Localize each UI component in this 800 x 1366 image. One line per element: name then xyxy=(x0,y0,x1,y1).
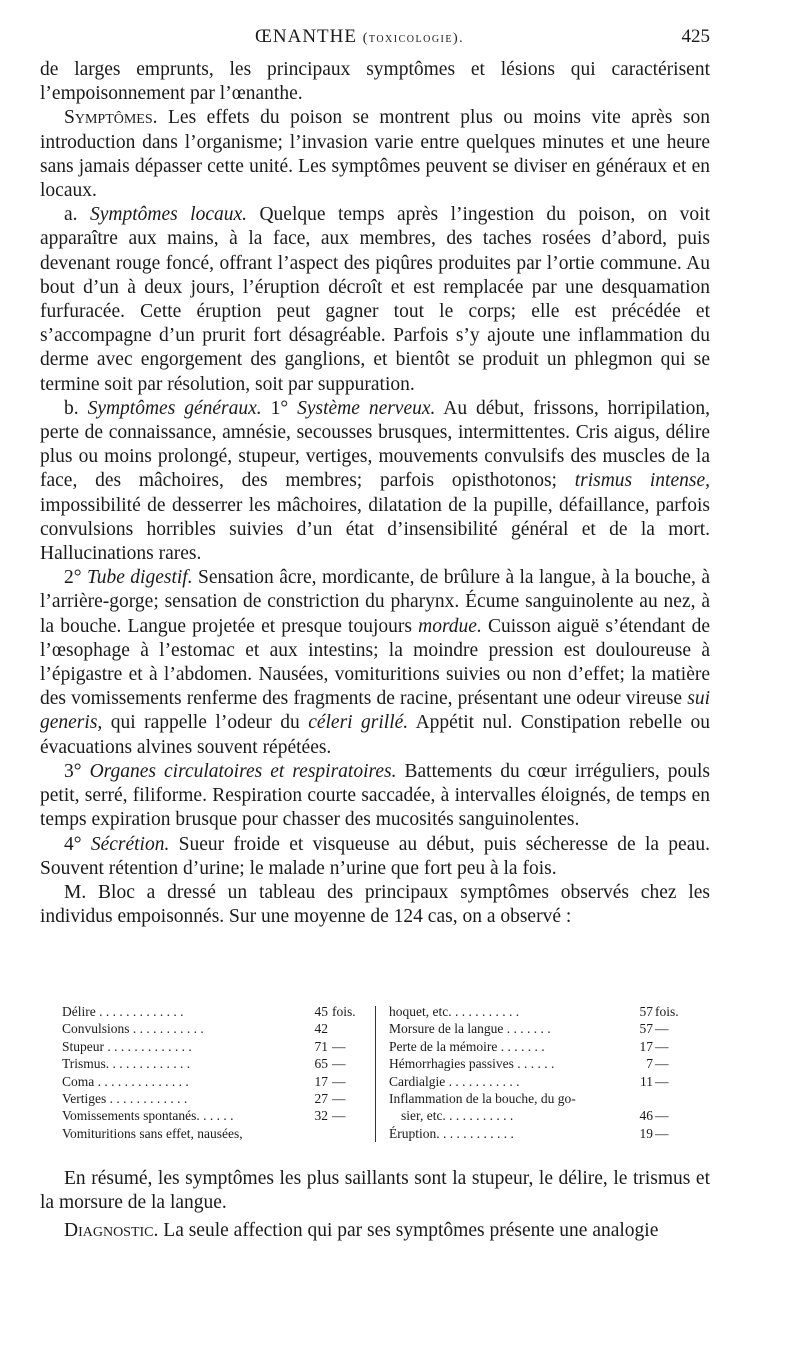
item-number-1: 1° xyxy=(261,397,298,419)
row-unit: — xyxy=(655,1056,669,1072)
paragraph-organes-circulatoires xyxy=(40,760,710,833)
emphasis-trismus: trismus intense, xyxy=(574,470,710,492)
table-row xyxy=(389,1073,674,1090)
table-row xyxy=(62,1038,362,1055)
paragraph-digestif-text-4: Appétit nul. Constipation rebelle ou évacuations alvines souvent répétées. xyxy=(40,712,710,758)
table-row xyxy=(62,1125,362,1142)
row-unit: — xyxy=(332,1038,346,1054)
running-header xyxy=(40,26,710,50)
row-label: Vomissements spontanés. . . . . . xyxy=(62,1108,234,1124)
paragraph-digestif-text-1: Sensation âcre, mordicante, de brûlure à la langue, à la bouche, à l’arrière-gorge; sensation de constriction du pharynx. Écume sanguinolente au nez, à la bouche. Langue projetée et presque toujours xyxy=(40,567,710,637)
row-label: Stupeur . . . . . . . . . . . . . xyxy=(62,1038,192,1054)
row-label: Trismus. . . . . . . . . . . . . xyxy=(62,1056,191,1072)
table-row xyxy=(389,1038,674,1055)
row-label: Éruption. . . . . . . . . . . . xyxy=(389,1125,514,1141)
row-label: Coma . . . . . . . . . . . . . . xyxy=(62,1073,189,1089)
row-count: 27 xyxy=(314,1090,328,1106)
body-text xyxy=(40,58,710,929)
paragraph-nerveux-text-1: Au début, frissons, horripilation, perte de connaissance, amnésie, secousses brusques, intermittentes. Cris aigus, délire plus ou moins prolongé, stupeur, vertiges, mouvements convulsifs des muscles de la face, des mâchoires, des membres; parfois opisthotonos; xyxy=(40,397,710,492)
table-row xyxy=(389,1020,674,1037)
table-row xyxy=(62,1073,362,1090)
row-count: 42 xyxy=(314,1021,328,1037)
row-count: 32 xyxy=(314,1108,328,1124)
paragraph-symptomes-locaux-text: Quelque temps après l’ingestion du poison, on voit apparaître aux mains, à la face, aux membres, des taches rosées d’abord, puis devenant rouge foncé, offrant l’aspect des piqûres produites par l’ortie commune. Au bout d’un à deux jours, l’éruption décroît et est remplacée par une desquamation furfuracée. Cette éruption peut gagner tout le corps; elle est précédée et s’accompagne d’un prurit fort désagréable. Parfois s’y ajoute une inflammation du derme avec engorgement des ganglions, et bientôt se produit un phlegmon qui se termine soit par résolution, soit par suppuration. xyxy=(40,204,710,395)
running-title-sub: (toxicologie). xyxy=(362,31,465,46)
page-number: 425 xyxy=(681,26,710,47)
paragraph-symptomes xyxy=(40,106,710,203)
item-number-4: 4° xyxy=(64,833,91,855)
table-row xyxy=(62,1020,362,1037)
row-label: Vertiges . . . . . . . . . . . . xyxy=(62,1090,188,1106)
row-count: 17 xyxy=(639,1038,653,1054)
emphasis-mordue: mordue. xyxy=(418,615,482,637)
row-unit: fois. xyxy=(655,1004,679,1019)
symptom-table-right-column xyxy=(389,1003,679,1142)
row-count: 57 xyxy=(639,1004,653,1019)
heading-tube-digestif: Tube digestif. xyxy=(86,567,193,589)
row-count: 46 xyxy=(639,1108,653,1124)
heading-organes-circulatoires: Organes circulatoires et respiratoires. xyxy=(89,760,397,782)
symptom-table-left-column xyxy=(62,1003,362,1142)
row-label: Perte de la mémoire . . . . . . . xyxy=(389,1038,545,1054)
row-unit: — xyxy=(332,1073,346,1089)
running-title xyxy=(255,26,464,48)
table-row xyxy=(389,1107,674,1124)
heading-systeme-nerveux: Système nerveux. xyxy=(297,397,436,419)
item-marker-a: a. xyxy=(64,204,90,226)
paragraph-nerveux-text-2: impossibilité de desserrer les mâchoires, dilatation de la pupille, défaillance, parfois convulsions horribles suivies d’un état d’insensibilité général et de la mort. Hallucinations rares. xyxy=(40,494,710,565)
table-row xyxy=(62,1055,362,1072)
row-label: Cardialgie . . . . . . . . . . . xyxy=(389,1073,520,1089)
row-count: 11 xyxy=(640,1073,653,1089)
emphasis-celeri-grille: céleri grillé. xyxy=(308,712,409,734)
row-unit: — xyxy=(332,1108,346,1124)
paragraph-secretion-text: Sueur froide et visqueuse au début, puis sécheresse de la peau. Souvent rétention d’urine; le malade n’urine que fort peu à la fois. xyxy=(40,833,710,879)
table-row xyxy=(389,1055,674,1072)
paragraph-diagnostic xyxy=(40,1219,710,1243)
paragraph-symptomes-text: Les effets du poison se montrent plus ou moins vite après son introduction dans l’organisme; l’invasion varie entre quelques minutes et une heure sans jamais dépasser cette unité. Les symptômes peuvent se diviser en généraux et en locaux. xyxy=(40,107,710,202)
row-unit: — xyxy=(655,1108,669,1124)
table-row xyxy=(62,1107,362,1124)
row-unit: — xyxy=(332,1090,346,1106)
row-label: Vomituritions sans effet, nausées, xyxy=(62,1125,243,1141)
row-unit: — xyxy=(655,1073,669,1089)
heading-symptomes-locaux: Symptômes locaux. xyxy=(89,204,248,226)
row-label: Hémorrhagies passives . . . . . . xyxy=(389,1056,555,1072)
row-label: Inflammation de la bouche, du go- xyxy=(389,1090,576,1106)
row-label: sier, etc. . . . . . . . . . . xyxy=(401,1108,514,1124)
section-label-symptomes: Symptômes. xyxy=(64,107,158,129)
paragraph-digestif-text-2: Cuisson aiguë s’étendant de l’œsophage à l’estomac et aux intestins; la moindre pression est douloureuse à l’épigastre et à l’abdomen. Nausées, vomituritions suivies ou non d’effet; la matière des vomissements renferme des fragments de racine, présentant une odeur vireuse xyxy=(40,615,711,710)
row-unit: fois. xyxy=(332,1004,356,1019)
row-count: 7 xyxy=(646,1056,653,1072)
table-row xyxy=(389,1003,679,1020)
row-count: 45 xyxy=(314,1004,328,1019)
paragraph-intro: de larges emprunts, les principaux symptômes et lésions qui caractérisent l’empoisonnement par l’œnanthe. xyxy=(40,59,710,105)
row-count: 71 xyxy=(314,1038,328,1054)
table-row xyxy=(389,1090,674,1107)
item-marker-b: b. xyxy=(64,397,88,419)
row-unit: — xyxy=(655,1021,669,1037)
table-divider xyxy=(375,1006,376,1142)
paragraph-circulatoires-text: Battements du cœur irréguliers, pouls petit, serré, filiforme. Respiration courte saccadée, à intervalles éloignés, de temps en temps expiration brusque pour chasser des mucosités sanguinolentes. xyxy=(40,760,710,831)
emphasis-sui-generis: sui generis, xyxy=(40,688,710,734)
row-count: 19 xyxy=(639,1125,653,1141)
table-row xyxy=(62,1003,362,1020)
table-row xyxy=(62,1090,362,1107)
paragraph-diagnostic-text: La seule affection qui par ses symptômes présente une analogie xyxy=(158,1220,659,1242)
row-count: 65 xyxy=(314,1056,328,1072)
row-label: Morsure de la langue . . . . . . . xyxy=(389,1021,551,1037)
item-number-3: 3° xyxy=(64,760,90,782)
paragraph-secretion xyxy=(40,833,710,881)
row-label: Convulsions . . . . . . . . . . . xyxy=(62,1021,204,1037)
row-unit: — xyxy=(655,1125,669,1141)
item-number-2: 2° xyxy=(64,567,87,589)
summary-text xyxy=(40,1167,710,1248)
heading-symptomes-generaux: Symptômes généraux. xyxy=(87,397,262,419)
row-unit: — xyxy=(655,1038,669,1054)
section-label-diagnostic: Diagnostic. xyxy=(64,1220,159,1242)
row-label: hoquet, etc. . . . . . . . . . . xyxy=(389,1004,520,1019)
table-row xyxy=(389,1125,674,1142)
row-unit: — xyxy=(332,1056,346,1072)
running-title-main: ŒNANTHE xyxy=(255,26,357,47)
paragraph-tableau-intro: M. Bloc a dressé un tableau des principaux symptômes observés chez les individus empoisonnés. Sur une moyenne de 124 cas, on a observé : xyxy=(40,881,710,928)
heading-secretion: Sécrétion. xyxy=(90,833,170,855)
paragraph-resume: En résumé, les symptômes les plus saillants sont la stupeur, le délire, le trismus et la morsure de la langue. xyxy=(40,1168,710,1214)
paragraph-symptomes-locaux xyxy=(40,203,710,397)
paragraph-tube-digestif xyxy=(40,566,710,760)
paragraph-symptomes-generaux xyxy=(40,397,710,566)
row-count: 17 xyxy=(314,1073,328,1089)
paragraph-digestif-text-3: qui rappelle l’odeur du xyxy=(102,712,309,734)
row-count: 57 xyxy=(639,1021,653,1037)
row-label: Délire . . . . . . . . . . . . . xyxy=(62,1004,184,1019)
